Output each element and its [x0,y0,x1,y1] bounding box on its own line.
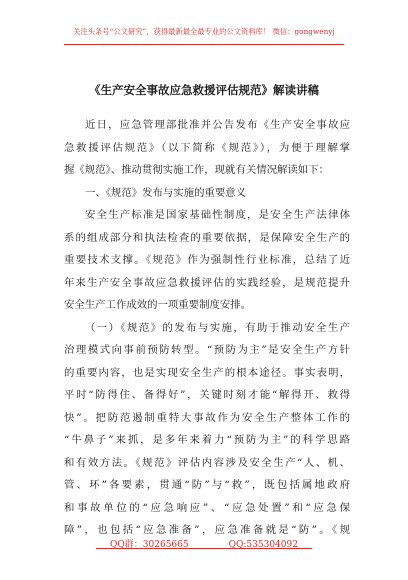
footer-qq-group: QQ群：30265665 [110,540,189,550]
paragraph-line: 的重要内容，也是实现安全生产的根本途径。事实表明， [64,366,350,379]
paragraph-line: 一、《规范》发布与实施的重要意义 [85,186,247,199]
paragraph-line: 系的组成部分和执法检查的重要依据，是保障安全生产的 [64,231,350,244]
paragraph-line: 安全生产工作成效的一项重要制度安排。 [64,299,252,311]
paragraph-line: 握《规范》、推动贯彻实施工作，现就有关情况解读如下： [64,164,329,176]
paragraph-line: 安全生产标准是国家基础性制度，是安全生产法律体 [85,209,350,221]
paragraph-line: 和有效方法。《规范》评估内容涉及安全生产“人、机、 [64,456,350,469]
paragraph-line: 治理模式向事前预防转型。“预防为主”是安全生产方针 [64,344,350,356]
paragraph-line: （一）《规范》的发布与实施，有助于推动安全生产 [85,321,350,334]
paragraph-line: 急救援评估规范》（以下简称《规范》），为便于理解掌 [64,141,350,154]
paragraph-line: “牛鼻子”来抓，是多年来着力“预防为主”的科学思路 [64,434,350,446]
paragraph-line: 障”，也包括“应急准备”，应急准备就是“防”。《规 [64,524,350,536]
paragraph-line: 近日，应急管理部批准并公告发布《生产安全事故应 [85,119,350,131]
document-body [64,114,350,542]
paragraph-line: 快”。把防范遏制重特大事故作为安全生产整体工作的 [64,411,350,424]
paragraph-line: 管、环”各要素，贯通“防”与“救”，既包括属地政府 [64,479,350,491]
document-title: 《生产安全事故应急救援评估规范》解读讲稿 [89,83,319,97]
footer-divider [96,548,312,549]
paragraph-line: 年来生产安全事故应急救援评估的实践经验，是规范提升 [64,276,350,289]
header-divider [64,44,344,45]
paragraph-line: 重要技术支撑。《规范》作为强制性行业标准，总结了近 [64,254,350,266]
footer-qq: QQ:535304092 [228,540,298,550]
paragraph-line: 平时“防得住、备得好”，关键时刻才能“解得开、救得 [64,389,350,401]
paragraph-line: 和事故单位的“应急响应”、“应急处置”和“应急保 [64,501,350,514]
top-promo-banner: 关注头条号“公文研究”，获得最新最全最专业的公文资料库！ 微信：gongwenyj [73,27,335,36]
